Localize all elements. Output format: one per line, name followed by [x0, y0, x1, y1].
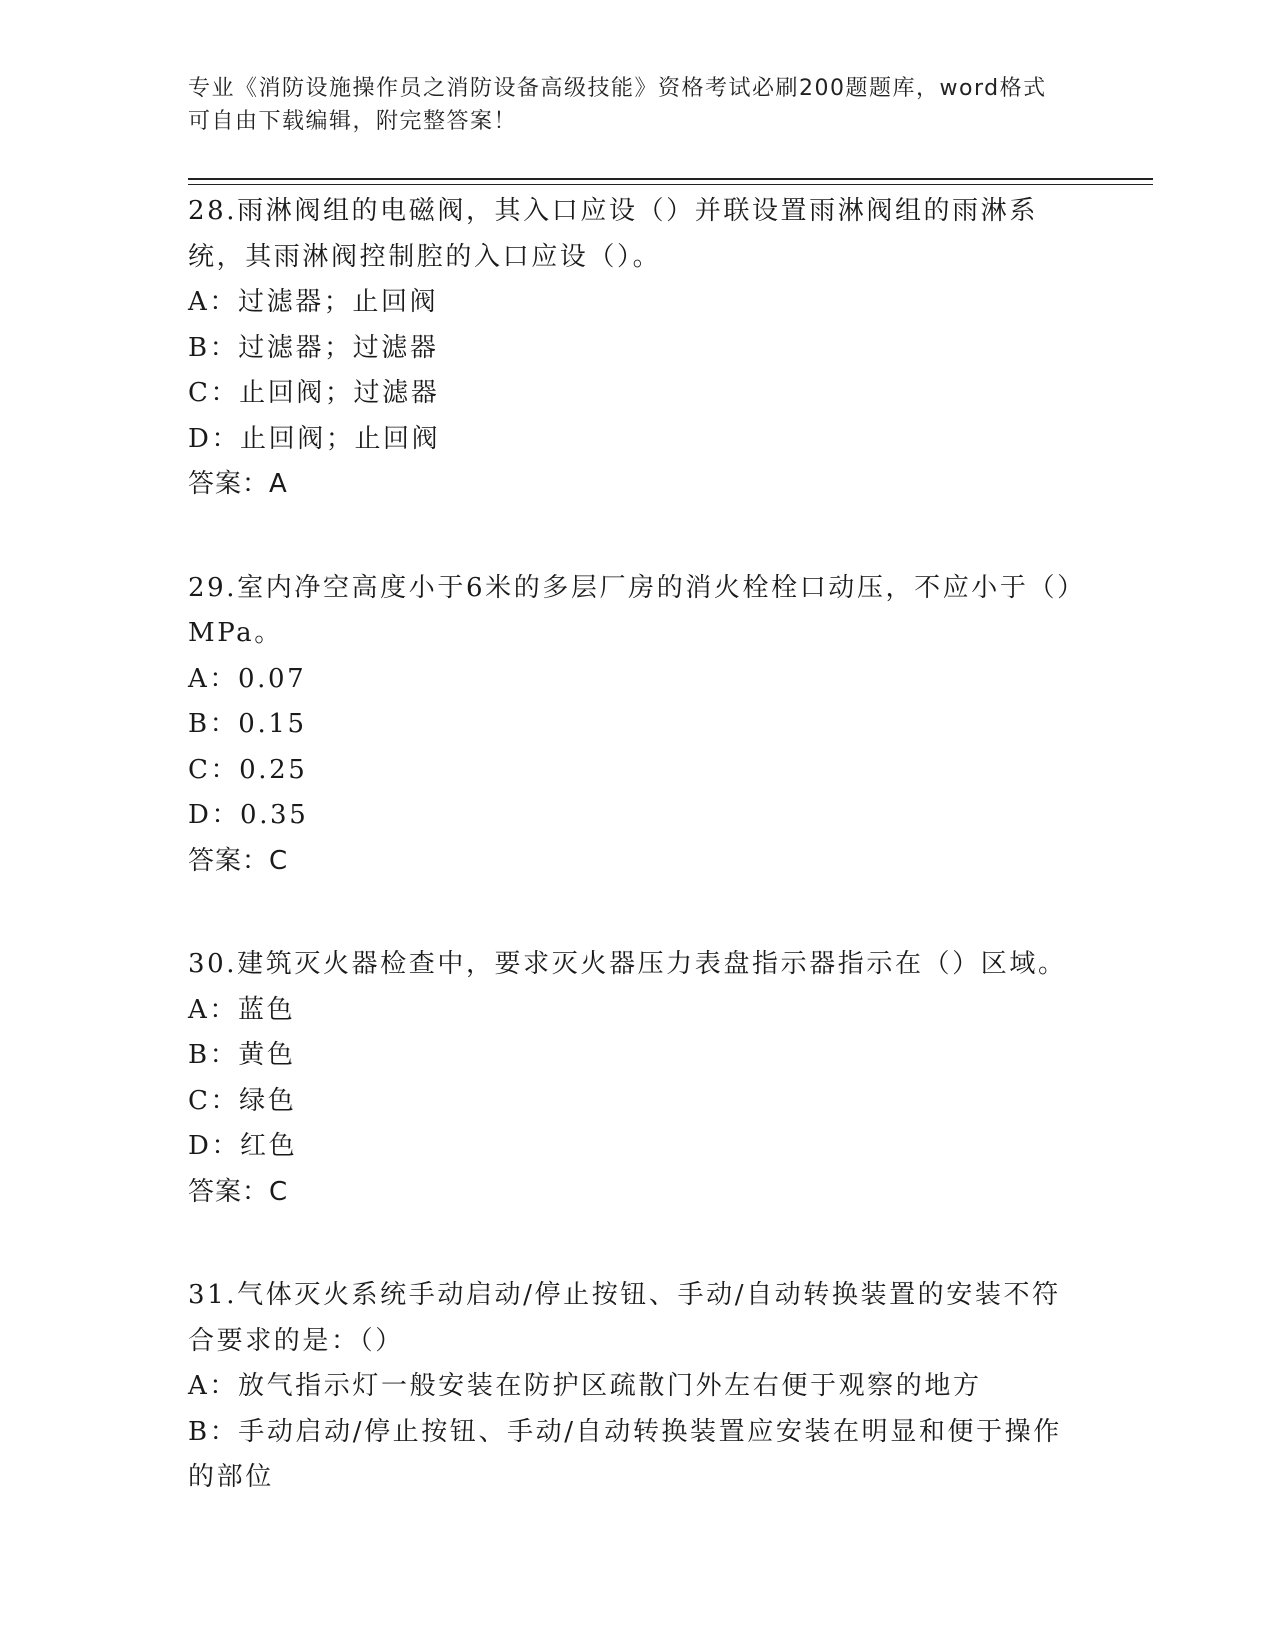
option-c: C：绿色 — [188, 1085, 297, 1116]
answer-line: 答案：A — [188, 469, 288, 499]
option-a: A：0.07 — [188, 663, 307, 694]
option-b: B：手动启动/停止按钮、手动/自动转换装置应安装在明显和便于操作的部位 — [188, 1416, 1062, 1492]
question-text: 31.气体灭火系统手动启动/停止按钮、手动/自动转换装置的安装不符合要求的是：（） — [188, 1280, 1061, 1356]
document-header — [188, 72, 1068, 138]
header-rule-thin — [188, 184, 1153, 185]
option-c: C：0.25 — [188, 754, 308, 785]
option-a: A：蓝色 — [188, 994, 296, 1025]
question-30 — [188, 942, 1078, 1215]
option-b: B：0.15 — [188, 709, 307, 739]
option-a: A：过滤器；止回阀 — [188, 287, 439, 317]
option-d: D：止回阀；止回阀 — [188, 423, 441, 454]
option-b: B：过滤器；过滤器 — [188, 332, 439, 363]
question-29 — [188, 566, 1078, 885]
answer-line: 答案：C — [188, 1176, 289, 1207]
option-a: A：放气指示灯一般安装在防护区疏散门外左右便于观察的地方 — [188, 1371, 982, 1401]
question-text: 29.室内净空高度小于6米的多层厂房的消火栓栓口动压，不应小于（）MPa。 — [188, 572, 1073, 648]
answer-line: 答案：C — [188, 845, 289, 876]
question-text: 30.建筑灭火器检查中，要求灭火器压力表盘指示器指示在（）区域。 — [188, 949, 1067, 979]
question-31 — [188, 1273, 1078, 1501]
option-d: D：0.35 — [188, 800, 309, 830]
option-c: C：止回阀；过滤器 — [188, 378, 440, 408]
question-list — [188, 189, 1078, 1559]
header-rule-thick — [188, 178, 1153, 180]
option-b: B：黄色 — [188, 1040, 296, 1070]
option-d: D：红色 — [188, 1131, 298, 1161]
question-28 — [188, 189, 1078, 508]
header-title: 专业《消防设施操作员之消防设备高级技能》资格考试必刷200题题库，word格式可自由下载编辑，附完整答案！ — [188, 76, 1047, 134]
question-text: 28.雨淋阀组的电磁阀，其入口应设（）并联设置雨淋阀组的雨淋系统，其雨淋阀控制腔的入口应设（）。 — [188, 196, 1038, 272]
